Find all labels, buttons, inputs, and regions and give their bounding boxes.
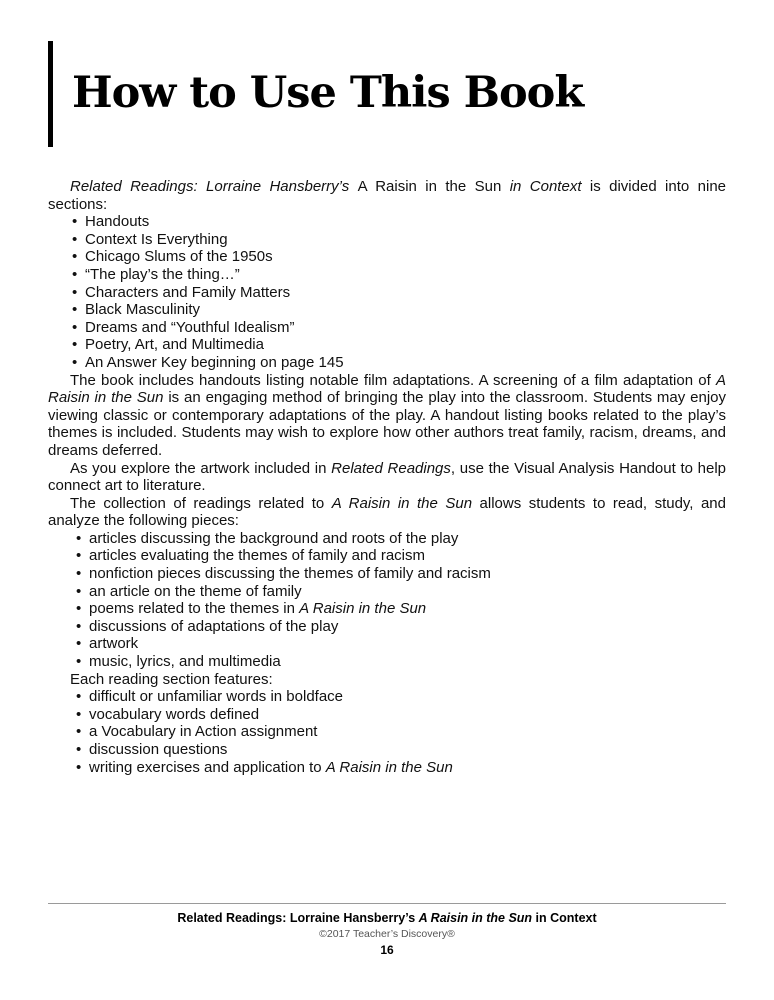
list-item-label: articles discussing the background and roots of the play: [89, 529, 459, 547]
list-item-label: an article on the theme of family: [89, 582, 302, 600]
list-item-label: An Answer Key beginning on page 145: [85, 353, 344, 371]
list-item: [76, 635, 726, 653]
list-item-label: discussion questions: [89, 741, 228, 758]
list-item: [72, 248, 726, 266]
collection-paragraph: [48, 495, 726, 530]
list-item-label: Chicago Slums of the 1950s: [85, 248, 273, 266]
text-segment: in Context: [532, 911, 597, 925]
book-title-text: A Raisin in the Sun: [299, 600, 427, 618]
text-segment: Related Readings: Lorraine Hansberry’s: [70, 178, 358, 195]
list-item: [76, 583, 726, 601]
page-number: 16: [380, 943, 394, 957]
list-item-label: nonfiction pieces discussing the themes of family and racism: [89, 565, 491, 583]
intro-paragraph: [48, 178, 726, 213]
text-segment: The collection of readings related to: [70, 494, 332, 512]
book-title-text: A Raisin in the Sun: [325, 758, 453, 776]
film-paragraph: [48, 372, 726, 460]
features-list: [48, 688, 726, 776]
text-segment: allows students to read, study, and analyze the following pieces:: [48, 494, 726, 530]
text-segment: Related Readings: Lorraine Hansberry’s: [177, 911, 419, 925]
list-item-label: Poetry, Art, and Multimedia: [85, 336, 264, 354]
text-segment: is an engaging method of bringing the play into the classroom. Students may enjoy viewing classic or contemporary adaptations of the play. A handout listing books related to the play’s themes is included. Students may wish to explore how other authors treat family, racism, dreams, and dreams deferred.: [48, 389, 726, 459]
list-item-label: Context Is Everything: [85, 230, 228, 248]
list-item: [72, 213, 726, 231]
list-item-label: a Vocabulary in Action assignment: [89, 723, 318, 741]
book-title-text: Related Readings: [331, 459, 451, 477]
book-title-text: A Raisin in the Sun: [418, 911, 533, 925]
list-item-label: writing exercises and application to: [89, 758, 326, 776]
list-item: [72, 266, 726, 284]
list-item: [76, 618, 726, 636]
footer-title: [48, 911, 726, 926]
title-accent-bar: [48, 41, 53, 147]
book-title-text: A Raisin in the Sun: [48, 371, 726, 407]
list-item-label: Handouts: [85, 213, 150, 231]
book-title-text: A Raisin in the Sun: [357, 178, 510, 195]
list-item: [76, 530, 726, 548]
list-item: [72, 301, 726, 319]
text-segment: in Context: [509, 178, 582, 195]
features-heading: Each reading section features:: [70, 670, 273, 688]
sections-list: [48, 213, 726, 371]
list-item-label: “The play’s the thing…”: [85, 265, 240, 283]
list-item: [72, 354, 726, 372]
text-segment: The book includes handouts listing notable film adaptations. A screening of a film adaptation of: [70, 371, 716, 389]
page-footer: [0, 903, 774, 957]
list-item-label: poems related to the themes in: [89, 600, 300, 618]
list-item-label: discussions of adaptations of the play: [89, 617, 339, 635]
list-item: [76, 706, 726, 724]
list-item-label: artwork: [89, 635, 139, 653]
list-item: [72, 319, 726, 337]
list-item: [76, 688, 726, 706]
list-item: [76, 759, 726, 777]
title-block: [48, 40, 726, 148]
artwork-paragraph: [48, 460, 726, 495]
list-item: [76, 723, 726, 741]
book-title-text: A Raisin in the Sun: [331, 494, 473, 512]
list-item: [72, 284, 726, 302]
footer-copyright: ©2017 Teacher’s Discovery®: [319, 928, 455, 940]
list-item-label: music, lyrics, and multimedia: [89, 653, 281, 671]
list-item: [76, 565, 726, 583]
list-item-label: Black Masculinity: [85, 301, 201, 319]
list-item-label: articles evaluating the themes of family and racism: [89, 547, 425, 565]
list-item-label: Dreams and “Youthful Idealism”: [85, 318, 295, 336]
list-item: [72, 231, 726, 249]
text-segment: As you explore the artwork included in: [70, 459, 332, 477]
text-segment: , use the Visual Analysis Handout to help connect art to literature.: [48, 459, 726, 495]
list-item-label: difficult or unfamiliar words in boldface: [89, 688, 344, 706]
list-item: [76, 600, 726, 618]
list-item: [72, 336, 726, 354]
list-item-label: Characters and Family Matters: [85, 283, 291, 301]
list-item: [76, 547, 726, 565]
text-segment: is divided into nine sections:: [48, 178, 727, 213]
page-title: How to Use This Book: [72, 68, 584, 119]
readings-list: [48, 530, 726, 671]
list-item: [76, 741, 726, 759]
list-item-label: vocabulary words defined: [89, 705, 260, 723]
footer-divider: [48, 903, 726, 904]
list-item: [76, 653, 726, 671]
